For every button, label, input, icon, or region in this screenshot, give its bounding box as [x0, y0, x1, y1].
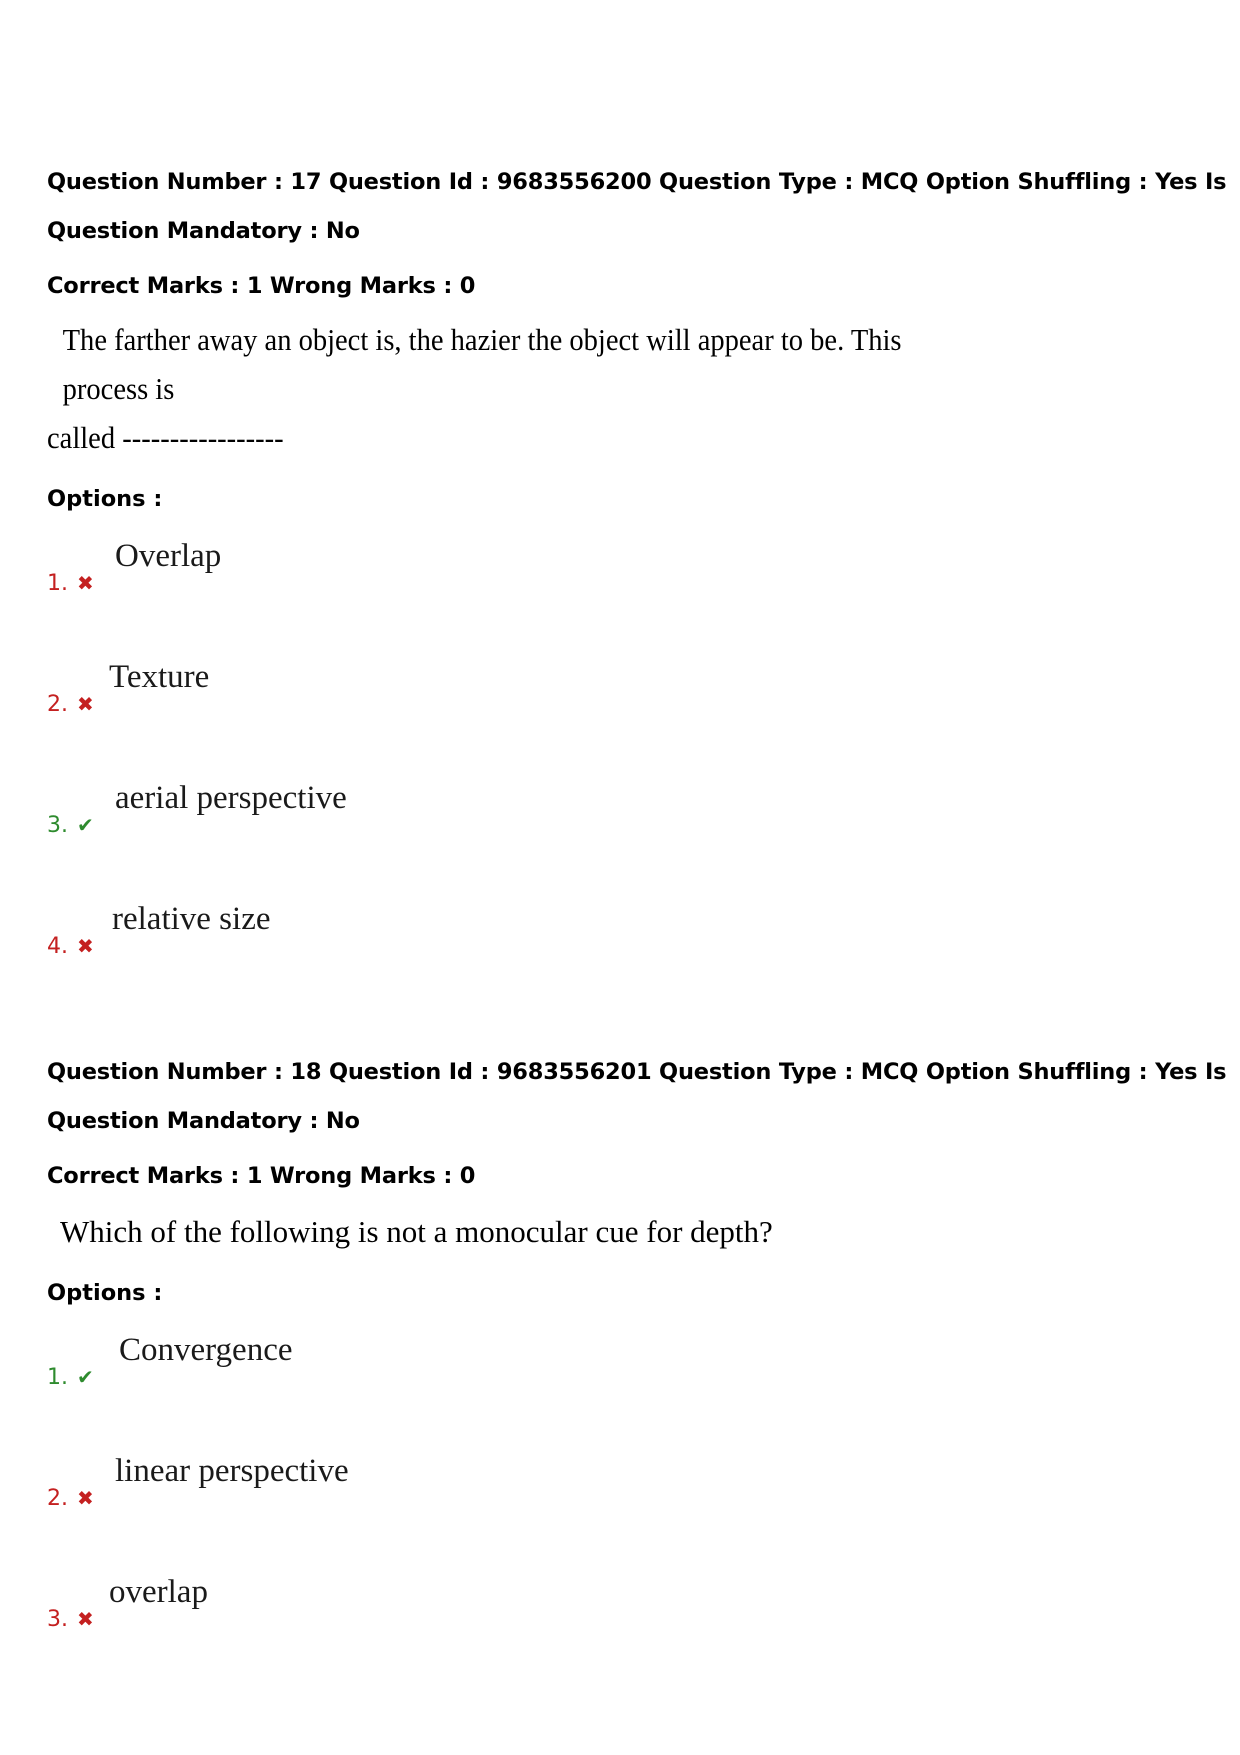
options-label: Options : — [47, 1280, 163, 1306]
option-number: 1. — [47, 1365, 68, 1390]
option-number: 3. — [47, 1607, 68, 1632]
option-text: overlap — [109, 1574, 208, 1610]
option-text: Overlap — [115, 538, 222, 574]
option-item — [47, 778, 1207, 899]
option-number: 2. — [47, 692, 68, 717]
question-meta-line: Question Number : 17 Question Id : 9683556200 Question Type : MCQ Option Shuffling : Yes Is — [47, 169, 1227, 195]
cross-icon: ✖ — [77, 692, 94, 716]
question-meta-line: Question Number : 18 Question Id : 9683556201 Question Type : MCQ Option Shuffling : Yes Is — [47, 1059, 1227, 1085]
option-text: relative size — [112, 901, 271, 937]
question-stem — [47, 1207, 1060, 1256]
question-stem-line: called ----------------- — [47, 420, 284, 455]
option-number: 4. — [47, 934, 68, 959]
question-stem-line: Which of the following is not a monocular cue for depth? — [60, 1214, 773, 1249]
option-item — [47, 1330, 1207, 1451]
option-item — [47, 657, 1207, 778]
question-mandatory-line: Question Mandatory : No — [47, 218, 360, 244]
marks-line: Correct Marks : 1 Wrong Marks : 0 — [47, 273, 476, 299]
cross-icon: ✖ — [77, 1607, 94, 1631]
cross-icon: ✖ — [77, 934, 94, 958]
option-text: Texture — [109, 659, 210, 695]
option-number: 3. — [47, 813, 68, 838]
check-icon: ✔ — [77, 1365, 94, 1389]
check-icon: ✔ — [77, 813, 94, 837]
options-list — [47, 1330, 1207, 1693]
option-item — [47, 1572, 1207, 1693]
question-block — [47, 158, 1227, 1020]
option-text: linear perspective — [115, 1453, 349, 1489]
option-item — [47, 1451, 1207, 1572]
options-label: Options : — [47, 486, 163, 512]
option-text: aerial perspective — [115, 780, 347, 816]
cross-icon: ✖ — [77, 571, 94, 595]
question-mandatory-line: Question Mandatory : No — [47, 1108, 360, 1134]
question-stem-line: The farther away an object is, the hazier the object will appear to be. This process is — [62, 322, 902, 406]
option-item — [47, 536, 1207, 657]
option-item — [47, 899, 1207, 1020]
option-text: Convergence — [119, 1332, 293, 1368]
question-block — [47, 1048, 1227, 1693]
options-list — [47, 536, 1207, 1020]
option-number: 1. — [47, 571, 68, 596]
option-number: 2. — [47, 1486, 68, 1511]
question-stem — [47, 315, 967, 462]
cross-icon: ✖ — [77, 1486, 94, 1510]
marks-line: Correct Marks : 1 Wrong Marks : 0 — [47, 1163, 476, 1189]
